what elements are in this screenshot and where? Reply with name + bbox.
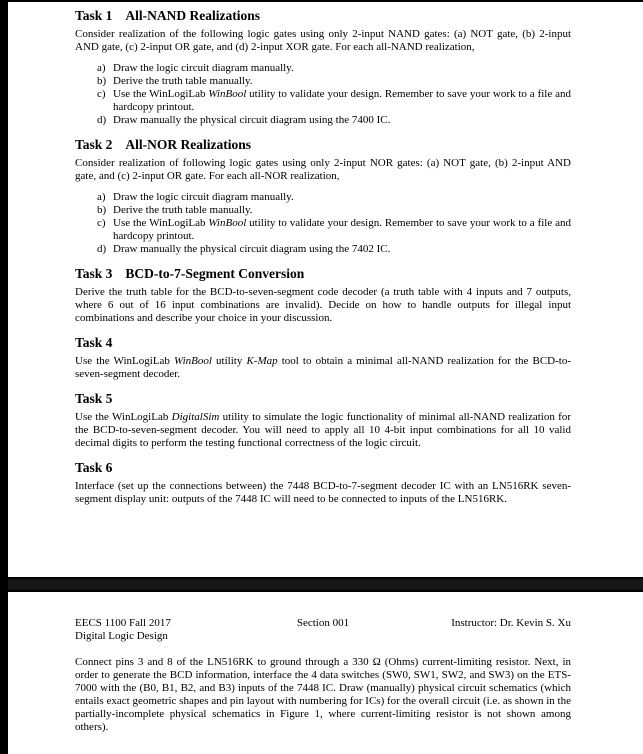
- task-2-intro: Consider realization of following logic gates using only 2-input NOR gates: (a) NOT gate, (b) 2-input AND gate, and (c) 2-input OR gate. For each all-NOR realization,: [75, 157, 571, 182]
- task-3-heading: [75, 266, 571, 282]
- task-5-heading: [75, 391, 571, 407]
- list-item-text: [113, 243, 571, 256]
- task-5-section: [75, 391, 571, 450]
- list-item: [75, 114, 571, 127]
- text-segment: utility to validate your design. Remember to save your work to a file and hardcopy printout.: [113, 217, 571, 242]
- task-number: Task 6: [75, 460, 113, 475]
- list-marker: d): [97, 243, 107, 255]
- italic-text-segment: WinBool: [208, 88, 247, 100]
- task-number: Task 1: [75, 8, 113, 23]
- task-1-heading: [75, 8, 571, 24]
- task-2-list: [75, 191, 571, 256]
- text-segment: Draw the logic circuit diagram manually.: [113, 191, 294, 203]
- italic-text-segment: K-Map: [246, 355, 278, 367]
- header-course-title: Digital Logic Design: [75, 630, 168, 642]
- task-number: Task 5: [75, 391, 113, 406]
- text-segment: tool to obtain a minimal all-NAND realization for the BCD-to-seven-segment decoder.: [75, 355, 571, 380]
- task-4-section: [75, 335, 571, 381]
- page-break-separator: [0, 577, 643, 592]
- list-item-text: [113, 204, 571, 217]
- task-title: All-NOR Realizations: [125, 137, 252, 152]
- task-3-section: [75, 266, 571, 325]
- list-item-text: [113, 62, 571, 75]
- italic-text-segment: WinBool: [174, 355, 212, 367]
- task-4-heading: [75, 335, 571, 351]
- list-item-text: [113, 88, 571, 114]
- text-segment: Use the WinLogiLab: [113, 88, 209, 100]
- text-segment: utility to simulate the logic functionality of minimal all-NAND realization for the BCD-to-seven-segment decoder. You will need to apply all 10 4-bit input combinations for all 10 valid decimal digits to perform the testing functional correctness of the logic circuit.: [75, 411, 571, 449]
- list-item: [75, 191, 571, 204]
- text-segment: Use the WinLogiLab: [113, 217, 209, 229]
- task-6-body: Interface (set up the connections between) the 7448 BCD-to-7-segment decoder IC with an LN516RK seven-segment display unit: outputs of the 7448 IC will need to be connected to inputs of the LN516RK.: [75, 480, 571, 505]
- list-marker: b): [97, 204, 107, 216]
- italic-text-segment: DigitalSim: [171, 411, 220, 423]
- task-number: Task 2: [75, 137, 113, 152]
- list-marker: c): [97, 88, 106, 100]
- task-title: All-NAND Realizations: [125, 8, 261, 23]
- text-segment: Use the WinLogiLab: [75, 355, 175, 367]
- task-3-body: Derive the truth table for the BCD-to-seven-segment code decoder (a truth table with 4 inputs and 7 outputs, where 6 out of 16 input combinations are invalid). Decide on how to handle outputs for illegal input combinations and describe your choice in your discussion.: [75, 286, 571, 324]
- text-segment: utility to validate your design. Remember to save your work to a file and hardcopy printout.: [113, 88, 571, 113]
- header-section: Section 001: [296, 617, 350, 629]
- list-item: [75, 62, 571, 75]
- list-item-text: [113, 114, 571, 127]
- list-item-text: [113, 191, 571, 204]
- text-segment: Draw manually the physical circuit diagram using the 7402 IC.: [113, 243, 391, 255]
- list-item: [75, 243, 571, 256]
- list-marker: c): [97, 217, 106, 229]
- list-item: [75, 75, 571, 88]
- task-1-section: [75, 8, 571, 127]
- task-1-list: [75, 62, 571, 127]
- page-2-header-row: [75, 617, 571, 630]
- task-2-heading: [75, 137, 571, 153]
- list-marker: a): [97, 191, 106, 203]
- text-segment: Draw the logic circuit diagram manually.: [113, 62, 294, 74]
- page-2: [8, 592, 643, 754]
- text-segment: Use the WinLogiLab: [75, 411, 172, 423]
- list-item-text: [113, 217, 571, 243]
- list-item: [75, 88, 571, 114]
- task-1-intro: Consider realization of the following logic gates using only 2-input NAND gates: (a) NOT gate, (b) 2-input AND gate, (c) 2-input OR gate, and (d) 2-input XOR gate. For each all-NAND realization,: [75, 28, 571, 53]
- task-5-body: [75, 411, 571, 450]
- header-course: EECS 1100 Fall 2017: [75, 617, 171, 629]
- list-item: [75, 204, 571, 217]
- viewer-left-edge-bar: [0, 0, 8, 754]
- page-2-paragraph: Connect pins 3 and 8 of the LN516RK to ground through a 330 Ω (Ohms) current-limiting resistor. Next, in order to generate the BCD information, interface the 4 data switches (SW0, SW1, SW2, and SW3) on the ETS-7000 with the (B0, B1, B2, and B3) inputs of the 7448 IC. Draw (manually) physical circuit schematics (which entails exact geometric shapes and pin layout with numbering for ICs) for the overall circuit (i.e. as shown in the partially-incomplete physical schematics in Figure 1, where current-limiting resistor is not shown among others).: [75, 656, 571, 733]
- task-6-heading: [75, 460, 571, 476]
- task-2-section: [75, 137, 571, 256]
- list-marker: b): [97, 75, 107, 87]
- text-segment: Derive the truth table manually.: [113, 75, 253, 87]
- page-1: [8, 2, 643, 577]
- text-segment: Derive the truth table manually.: [113, 204, 253, 216]
- list-item-text: [113, 75, 571, 88]
- task-title: BCD-to-7-Segment Conversion: [125, 266, 305, 281]
- header-instructor: Instructor: Dr. Kevin S. Xu: [451, 617, 571, 629]
- italic-text-segment: WinBool: [208, 217, 247, 229]
- text-segment: utility: [211, 355, 247, 367]
- task-6-section: [75, 460, 571, 506]
- list-item: [75, 217, 571, 243]
- task-4-body: [75, 355, 571, 381]
- task-number: Task 3: [75, 266, 113, 281]
- text-segment: Draw manually the physical circuit diagram using the 7400 IC.: [113, 114, 391, 126]
- viewer-top-edge-line: [0, 0, 643, 2]
- list-marker: d): [97, 114, 107, 126]
- task-number: Task 4: [75, 335, 113, 350]
- list-marker: a): [97, 62, 106, 74]
